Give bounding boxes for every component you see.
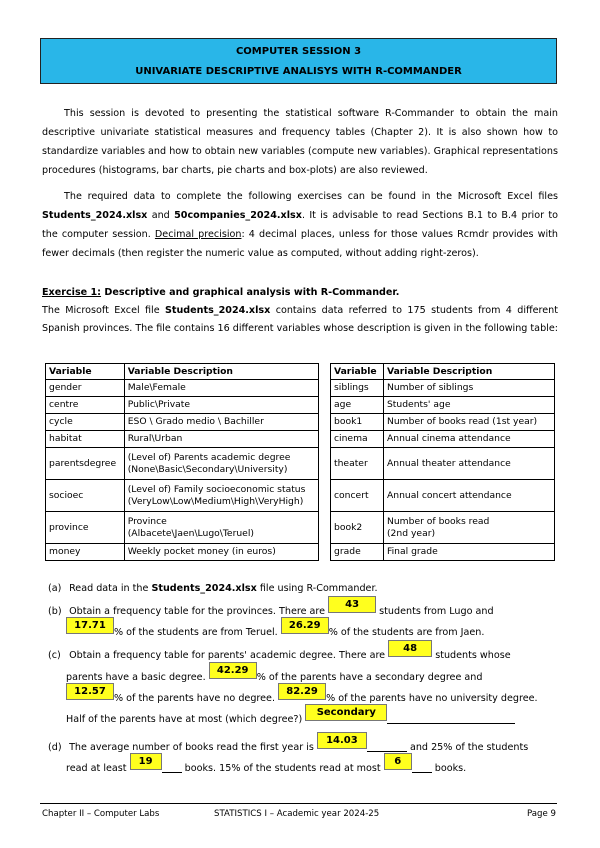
answer-jaen-percent[interactable]: 26.29 [281, 617, 329, 634]
decimal-precision-label: Decimal precision [154, 229, 242, 240]
intro-text-2c: : 4 decimal places, unless for those values Rcmdr provides with fewer decimals (then register the numeric value as computed, without adding right-zeros). [42, 229, 558, 259]
header-variable: Variable [331, 364, 384, 380]
table-row [46, 512, 319, 544]
var-name: centre [46, 397, 125, 414]
question-label: (c) [48, 650, 61, 661]
file-name-students: Students_2024.xlsx [42, 210, 148, 221]
var-desc: ESO \ Grado medio \ Bachiller [124, 414, 318, 431]
footer-course: STATISTICS I – Academic year 2024-25 [214, 809, 380, 819]
table-row [46, 397, 319, 414]
answer-average-books[interactable]: 14.03 [317, 732, 367, 749]
question-text: % of the parents have a secondary degree and [256, 672, 483, 683]
var-desc-line1: Province [127, 516, 167, 527]
footer-page-number: Page 9 [526, 809, 556, 819]
var-desc [383, 512, 554, 544]
question-text: Read data in the [69, 583, 152, 594]
answer-line [367, 739, 407, 752]
answer-line [162, 760, 182, 773]
var-desc: Public\Private [124, 397, 318, 414]
var-name: theater [331, 448, 384, 480]
var-desc: Number of siblings [383, 380, 554, 397]
var-name: province [46, 512, 125, 544]
header-variable: Variable [46, 364, 125, 380]
var-desc: Annual concert attendance [383, 480, 554, 512]
question-text: Half of the parents have at most (which degree?) [66, 714, 306, 725]
file-name-companies: 50companies_2024.xlsx [174, 210, 302, 221]
variables-table-right [330, 363, 555, 561]
question-text: Obtain a frequency table for parents' academic degree. There are [69, 650, 389, 661]
var-name: cinema [331, 431, 384, 448]
question-text: % of the parents have no degree. [114, 693, 279, 704]
question-text: read at least [66, 763, 130, 774]
var-desc-line1: (Level of) Family socioeconomic status [127, 484, 306, 495]
answer-basic-degree-count[interactable]: 48 [388, 640, 432, 657]
session-subtitle: UNIVARIATE DESCRIPTIVE ANALISYS WITH R-COMMANDER [135, 66, 462, 77]
question-label: (d) [48, 742, 62, 753]
answer-line [387, 711, 515, 724]
answer-median-degree[interactable]: Secondary [305, 704, 387, 721]
question-text: % of the parents have no university degree. [326, 693, 538, 704]
var-desc [124, 512, 318, 544]
intro-paragraph-1 [42, 104, 558, 180]
table-row [331, 448, 555, 480]
var-desc: Annual cinema attendance [383, 431, 554, 448]
intro-text-and: and [147, 210, 175, 221]
var-name: grade [331, 544, 384, 561]
header-description: Variable Description [124, 364, 318, 380]
footer-divider [40, 803, 557, 804]
var-desc-line2: (Albacete\Jaen\Lugo\Teruel) [127, 527, 254, 539]
answer-no-university-percent[interactable]: 82.29 [278, 683, 326, 700]
var-desc: Annual theater attendance [383, 448, 554, 480]
var-name: gender [46, 380, 125, 397]
table-row [331, 544, 555, 561]
question-b-line2 [66, 622, 558, 643]
question-text: Obtain a frequency table for the provinces. There are [69, 606, 329, 617]
intro-text-2a: The required data to complete the following exercises can be found in the Microsoft Excel files [64, 191, 558, 202]
question-d-line2 [66, 758, 558, 779]
var-desc-line2: (None\Basic\Secondary\University) [127, 463, 288, 475]
table-row [46, 380, 319, 397]
exercise-desc-b: contains data referred to 175 students from 4 different Spanish provinces. The file contains 16 different variables whose description is given in the following table: [42, 305, 558, 334]
var-desc-line2: (VeryLow\Low\Medium\High\VeryHigh) [127, 495, 304, 507]
var-desc: Final grade [383, 544, 554, 561]
exercise-description [42, 302, 558, 338]
var-desc-line1: (Level of) Parents academic degree [127, 452, 291, 463]
variables-table-left [45, 363, 319, 561]
answer-line [412, 760, 432, 773]
var-name: age [331, 397, 384, 414]
intro-paragraph-2 [42, 187, 558, 263]
question-text: books. [431, 763, 467, 774]
intro-text-2b: . It is advisable to read Sections B.1 to B.4 prior to the computer session. [42, 210, 558, 240]
exercise-desc-a: The Microsoft Excel file [42, 305, 165, 316]
question-c-line4 [66, 709, 558, 730]
var-name: parentsdegree [46, 448, 125, 480]
var-name: concert [331, 480, 384, 512]
answer-q3-books[interactable]: 19 [130, 753, 162, 770]
table-row [331, 512, 555, 544]
question-text: and 25% of the students [406, 742, 529, 753]
var-desc-line1: Number of books read [386, 516, 490, 527]
table-row [331, 480, 555, 512]
table-row [331, 414, 555, 431]
var-name: money [46, 544, 125, 561]
exercise-title: Descriptive and graphical analysis with R-Commander. [101, 287, 400, 298]
table-row [46, 431, 319, 448]
answer-no-degree-percent[interactable]: 12.57 [66, 683, 114, 700]
question-label: (b) [48, 606, 62, 617]
answer-teruel-percent[interactable]: 17.71 [66, 617, 114, 634]
footer-chapter: Chapter II – Computer Labs [42, 809, 160, 819]
var-name: siblings [331, 380, 384, 397]
var-desc [124, 480, 318, 512]
question-label: (a) [48, 583, 62, 594]
table-header-row [331, 364, 555, 380]
question-c [48, 645, 558, 666]
table-header-row [46, 364, 319, 380]
var-desc-line2: (2nd year) [386, 527, 436, 539]
var-name: cycle [46, 414, 125, 431]
var-name: socioec [46, 480, 125, 512]
session-title: COMPUTER SESSION 3 [235, 46, 362, 57]
question-text: parents have a basic degree. [66, 672, 209, 683]
answer-lugo-count[interactable]: 43 [328, 596, 376, 613]
session-title-box [40, 38, 557, 84]
table-row [46, 544, 319, 561]
table-row [331, 397, 555, 414]
header-description: Variable Description [383, 364, 554, 380]
var-desc: Number of books read (1st year) [383, 414, 554, 431]
question-a [48, 578, 558, 599]
table-row [46, 448, 319, 480]
table-row [331, 431, 555, 448]
var-name: habitat [46, 431, 125, 448]
question-file-name: Students_2024.xlsx [151, 583, 257, 594]
var-desc: Students' age [383, 397, 554, 414]
answer-secondary-percent[interactable]: 42.29 [209, 662, 257, 679]
exercise-label: Exercise 1: [42, 287, 102, 298]
question-text: % of the students are from Teruel. [114, 627, 281, 638]
var-name: book1 [331, 414, 384, 431]
question-text: The average number of books read the first year is [69, 742, 317, 753]
question-text: file using R-Commander. [256, 583, 378, 594]
table-row [46, 414, 319, 431]
var-name: book2 [331, 512, 384, 544]
intro-text-1: This session is devoted to presenting the statistical software R-Commander to obtain the main descriptive univariate statistical measures and frequency tables (Chapter 2). It is also shown how to standardize variables and how to obtain new variables (compute new variables). Graphical representations procedures (histograms, bar charts, pie charts and box-plots) are also reviewed. [42, 108, 558, 176]
exercise-heading [42, 283, 558, 302]
question-text: students from Lugo and [376, 606, 494, 617]
var-desc: Weekly pocket money (in euros) [124, 544, 318, 561]
var-desc [124, 448, 318, 480]
question-text: % of the students are from Jaen. [328, 627, 485, 638]
table-row [331, 380, 555, 397]
question-text: books. 15% of the students read at most [181, 763, 384, 774]
var-desc: Rural\Urban [124, 431, 318, 448]
exercise-file-name: Students_2024.xlsx [164, 305, 271, 316]
question-d [48, 737, 558, 758]
answer-p15-books[interactable]: 6 [384, 753, 412, 770]
table-row [46, 480, 319, 512]
var-desc: Male\Female [124, 380, 318, 397]
question-text: students whose [432, 650, 511, 661]
